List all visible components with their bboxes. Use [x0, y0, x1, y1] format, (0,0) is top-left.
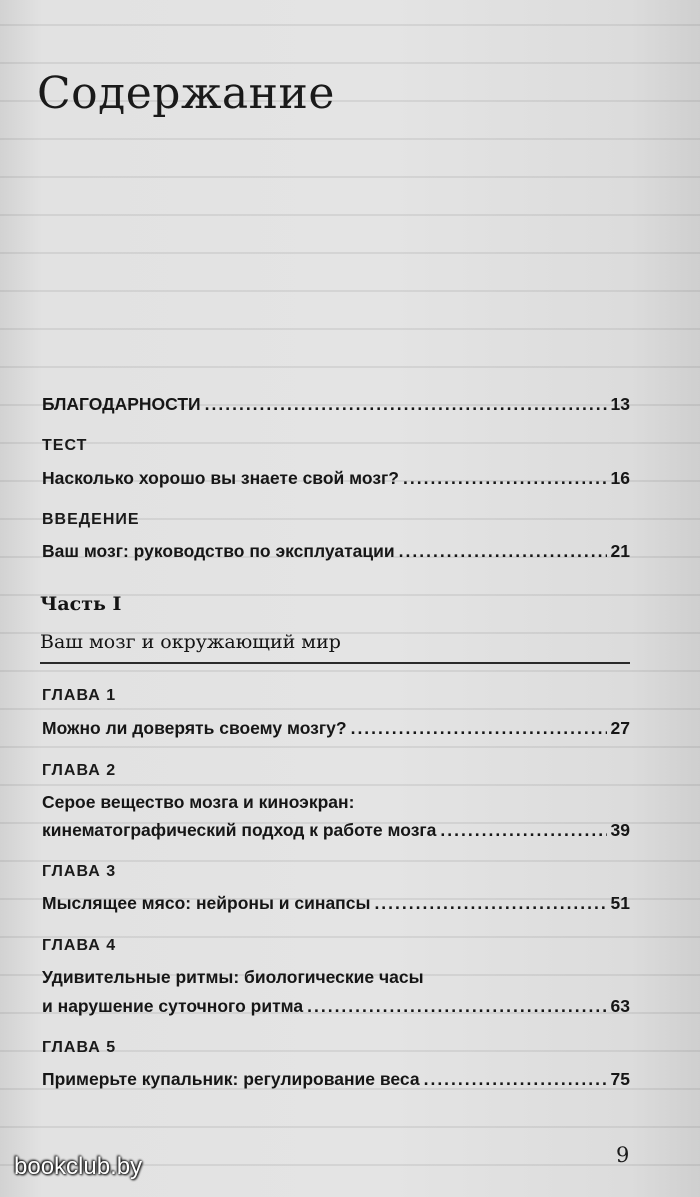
leader-dots [205, 394, 607, 415]
toc-entry-chapter-5 [42, 1069, 630, 1090]
part-divider [40, 662, 630, 664]
toc-entry-title: Ваш мозг: руководство по эксплуатации [42, 541, 395, 561]
toc-entry-chapter-3 [42, 893, 630, 914]
toc-entry-page: 16 [610, 468, 630, 488]
leader-dots [351, 718, 607, 739]
toc-entry-page: 51 [610, 893, 630, 913]
chapter-label: ГЛАВА 2 [42, 762, 117, 779]
toc-entry-title: БЛАГОДАРНОСТИ [42, 394, 201, 414]
part-label: Часть I [40, 593, 122, 615]
toc-entry-acknowledgements [42, 394, 630, 415]
page-number: 9 [616, 1143, 630, 1167]
toc-entry-chapter-2 [42, 820, 630, 841]
toc-entry-chapter-4 [42, 996, 630, 1017]
section-label-test: ТЕСТ [42, 437, 88, 454]
chapter-label: ГЛАВА 5 [42, 1039, 117, 1056]
leader-dots [307, 996, 606, 1017]
toc-entry-page: 63 [610, 996, 630, 1016]
toc-entry-title: Мыслящее мясо: нейроны и синапсы [42, 893, 371, 913]
toc-entry-title: Насколько хорошо вы знаете свой мозг? [42, 468, 399, 488]
site-watermark: bookclub.by [14, 1153, 143, 1180]
leader-dots [424, 1069, 607, 1090]
section-label-introduction: ВВЕДЕНИЕ [42, 511, 140, 528]
toc-entry-title-line: Удивительные ритмы: биологические часы [42, 967, 424, 987]
leader-dots [403, 468, 607, 489]
leader-dots [399, 541, 607, 562]
toc-entry-page: 75 [610, 1069, 630, 1089]
leader-dots [440, 820, 606, 841]
part-title: Ваш мозг и окружающий мир [40, 631, 341, 653]
toc-entry-introduction [42, 541, 630, 562]
chapter-label: ГЛАВА 4 [42, 937, 117, 954]
toc-entry-page: 21 [610, 541, 630, 561]
toc-entry-title: кинематографический подход к работе мозга [42, 820, 437, 840]
toc-entry-title-line: Серое вещество мозга и киноэкран: [42, 792, 355, 812]
toc-entry-page: 39 [610, 820, 630, 840]
contents-heading: Содержание [37, 68, 335, 119]
leader-dots [374, 893, 606, 914]
toc-entry-title: и нарушение суточного ритма [42, 996, 304, 1016]
toc-entry-test [42, 468, 630, 489]
toc-entry-page: 27 [610, 718, 630, 738]
toc-entry-title: Можно ли доверять своему мозгу? [42, 718, 347, 738]
toc-entry-page: 13 [610, 394, 630, 414]
toc-entry-title: Примерьте купальник: регулирование веса [42, 1069, 420, 1089]
chapter-label: ГЛАВА 3 [42, 863, 117, 880]
toc-entry-chapter-1 [42, 718, 630, 739]
chapter-label: ГЛАВА 1 [42, 687, 117, 704]
